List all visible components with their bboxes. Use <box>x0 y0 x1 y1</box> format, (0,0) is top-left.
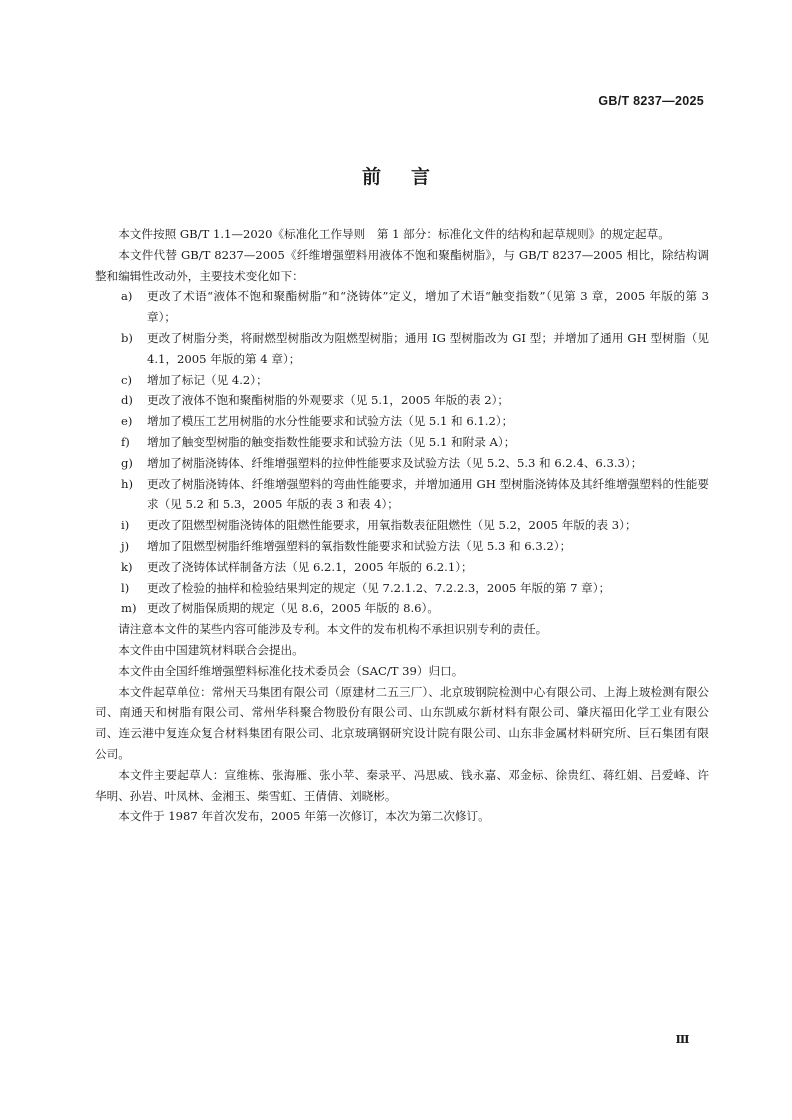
list-item-text: 更改了阻燃型树脂浇铸体的阻燃性能要求，用氧指数表征阻燃性（见 5.2，2005 年版的表 3）； <box>147 518 637 533</box>
list-item <box>95 286 709 328</box>
list-item <box>95 515 709 536</box>
list-item-text: 更改了术语“液体不饱和聚酯树脂”和“浇铸体”定义，增加了术语“触变指数”（见第 3 章，2005 年版的第 3 章）； <box>147 289 709 325</box>
intro-paragraph-replacement: 本文件代替 GB/T 8237—2005《纤维增强塑料用液体不饱和聚酯树脂》，与 GB/T 8237—2005 相比，除结构调整和编辑性改动外，主要技术变化如下： <box>95 247 709 283</box>
list-item-text: 增加了阻燃型树脂纤维增强塑料的氧指数性能要求和试验方法（见 5.3 和 6.3.2）； <box>147 538 572 553</box>
list-item <box>95 453 709 474</box>
drafting-units-paragraph: 本文件起草单位：常州天马集团有限公司（原建材二五三厂）、北京玻钢院检测中心有限公司、上海上玻检测有限公司、南通天和树脂有限公司、常州华科聚合物股份有限公司、山东凯威尔新材料有限公司、肇庆福田化学工业有限公司、连云港中复连众复合材料集团有限公司、北京玻璃钢研究设计院有限公司、山东非金属材料研究所、巨石集团有限公司。 <box>95 684 709 761</box>
list-marker: j) <box>121 538 130 553</box>
list-item-text: 增加了标记（见 4.2）； <box>147 372 268 387</box>
list-item-text: 更改了检验的抽样和检验结果判定的规定（见 7.2.1.2、7.2.2.3，2005 年版的第 7 章）； <box>147 580 611 595</box>
list-marker: c) <box>121 372 133 387</box>
publication-history-paragraph: 本文件于 1987 年首次发布，2005 年第一次修订，本次为第二次修订。 <box>118 809 490 824</box>
list-item-text: 增加了模压工艺用树脂的水分性能要求和试验方法（见 5.1 和 6.1.2）； <box>147 414 514 429</box>
list-item-text: 更改了树脂浇铸体、纤维增强塑料的弯曲性能要求，并增加通用 GH 型树脂浇铸体及其纤维增强塑料的性能要求（见 5.2 和 5.3，2005 年版的表 3 和表 4）； <box>147 476 709 512</box>
list-item <box>95 557 709 578</box>
proposer-paragraph: 本文件由中国建筑材料联合会提出。 <box>118 642 304 657</box>
list-marker: g) <box>121 455 133 470</box>
list-item-text: 更改了浇铸体试样制备方法（见 6.2.1，2005 年版的 6.2.1）； <box>147 559 473 574</box>
list-marker: d) <box>121 393 133 408</box>
list-item <box>95 411 709 432</box>
technical-changes-list <box>95 286 709 619</box>
patent-notice-paragraph: 请注意本文件的某些内容可能涉及专利。本文件的发布机构不承担识别专利的责任。 <box>118 622 548 637</box>
list-item <box>95 432 709 453</box>
list-marker: m) <box>121 601 137 616</box>
list-item-text: 增加了触变型树脂的触变指数性能要求和试验方法（见 5.1 和附录 A）； <box>147 434 516 449</box>
page-title: 前言 <box>361 166 460 188</box>
list-item-text: 更改了树脂分类，将耐燃型树脂改为阻燃型树脂；通用 IG 型树脂改为 GI 型；并增加了通用 GH 型树脂（见 4.1，2005 年版的第 4 章）； <box>147 330 709 366</box>
foreword-body <box>95 224 709 827</box>
list-marker: l) <box>121 580 130 595</box>
list-item <box>95 328 709 370</box>
list-item-text: 更改了树脂保质期的规定（见 8.6，2005 年版的 8.6）。 <box>147 601 439 616</box>
list-item <box>95 474 709 516</box>
list-item <box>95 390 709 411</box>
list-marker: f) <box>121 434 130 449</box>
list-marker: i) <box>121 518 130 533</box>
list-marker: a) <box>121 289 133 304</box>
list-marker: e) <box>121 414 133 429</box>
list-marker: b) <box>121 330 133 345</box>
list-item <box>95 536 709 557</box>
drafters-paragraph: 本文件主要起草人：宣维栋、张海雁、张小苹、秦录平、冯思威、钱永嘉、邓金标、徐贵红、蒋红娟、吕爱峰、许华明、孙岩、叶凤林、金湘玉、柴雪虹、王倩倩、刘晓彬。 <box>95 767 709 803</box>
page-number: Ⅲ <box>675 1032 690 1046</box>
list-item <box>95 370 709 391</box>
list-marker: h) <box>121 476 133 491</box>
list-item <box>95 598 709 619</box>
intro-paragraph-drafting-rules: 本文件按照 GB/T 1.1—2020《标准化工作导则 第 1 部分：标准化文件的结构和起草规则》的规定起草。 <box>118 227 670 241</box>
list-item <box>95 578 709 599</box>
list-item-text: 增加了树脂浇铸体、纤维增强塑料的拉伸性能要求及试验方法（见 5.2、5.3 和 6.2.4、6.3.3）； <box>147 455 643 470</box>
document-code: GB/T 8237—2025 <box>598 94 704 108</box>
list-item-text: 更改了液体不饱和聚酯树脂的外观要求（见 5.1，2005 年版的表 2）； <box>147 393 510 408</box>
list-marker: k) <box>121 559 133 574</box>
technical-committee-paragraph: 本文件由全国纤维增强塑料标准化技术委员会（SAC/T 39）归口。 <box>118 663 464 678</box>
